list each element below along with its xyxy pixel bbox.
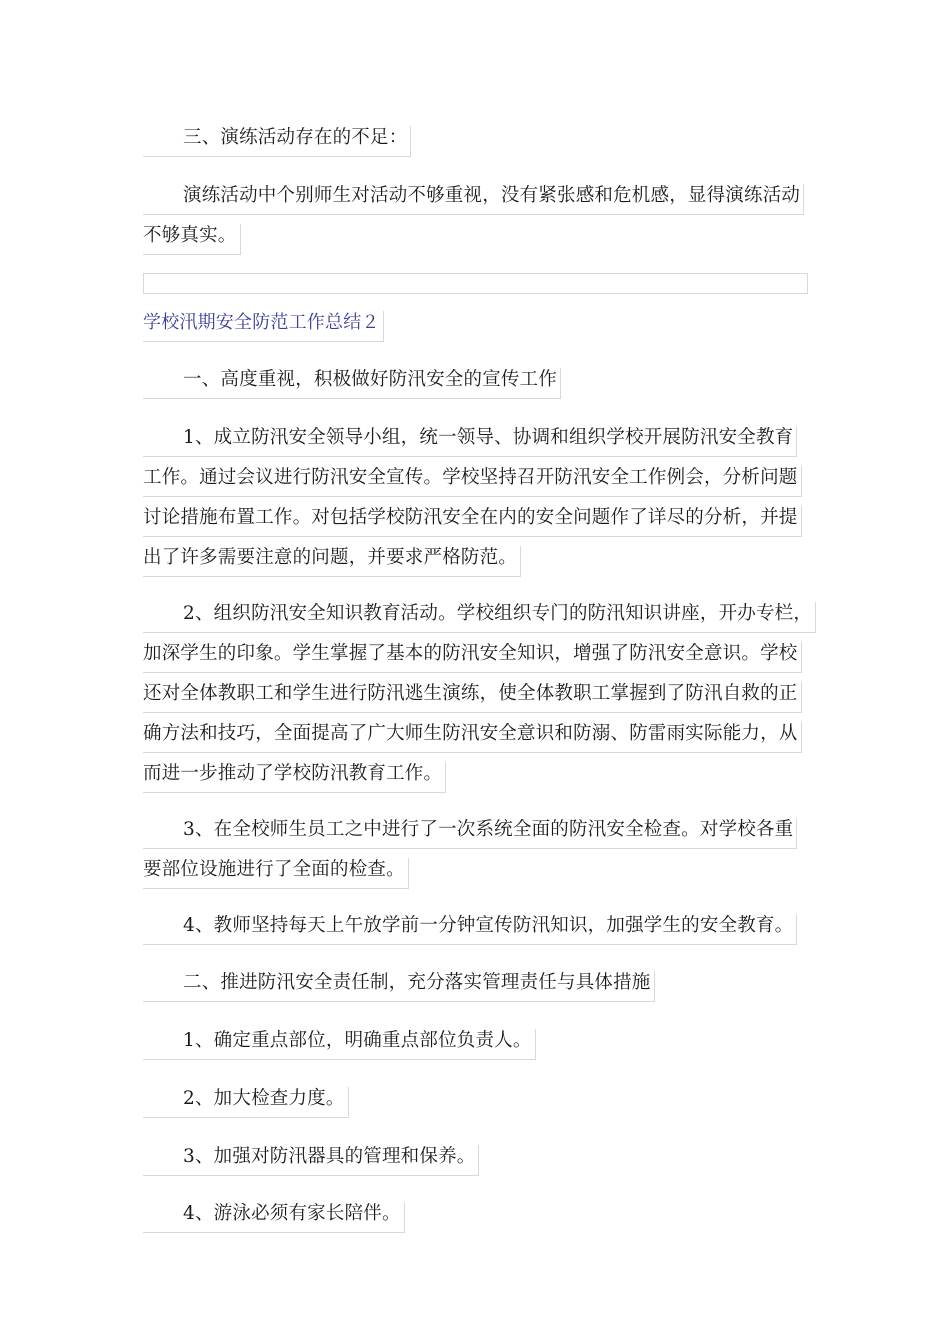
paragraph-line: 1、成立防汛安全领导小组，统一领导、协调和组织学校开展防汛安全教育 bbox=[143, 426, 797, 457]
list-item: 4、游泳必须有家长陪伴。 bbox=[143, 1202, 405, 1233]
paragraph-line: 而进一步推动了学校防汛教育工作。 bbox=[143, 762, 446, 793]
list-item: 3、加强对防汛器具的管理和保养。 bbox=[143, 1145, 479, 1176]
section-heading-2: 二、推进防汛安全责任制，充分落实管理责任与具体措施 bbox=[143, 971, 655, 1002]
paragraph-line: 2、组织防汛安全知识教育活动。学校组织专门的防汛知识讲座，开办专栏， bbox=[143, 602, 816, 633]
paragraph-line: 出了许多需要注意的问题，并要求严格防范。 bbox=[143, 546, 521, 577]
document-title: 学校汛期安全防范工作总结２ bbox=[143, 311, 384, 342]
paragraph-line: 讨论措施布置工作。对包括学校防汛安全在内的安全问题作了详尽的分析，并提 bbox=[143, 506, 802, 537]
paragraph-line: 3、在全校师生员工之中进行了一次系统全面的防汛安全检查。对学校各重 bbox=[143, 818, 797, 849]
paragraph-line: 要部位设施进行了全面的检查。 bbox=[143, 858, 409, 889]
separator-box bbox=[143, 273, 808, 294]
paragraph-line: 确方法和技巧，全面提高了广大师生防汛安全意识和防溺、防雷雨实际能力，从 bbox=[143, 722, 802, 753]
section-heading-3: 三、演练活动存在的不足： bbox=[143, 126, 411, 157]
paragraph-line: 4、教师坚持每天上午放学前一分钟宣传防汛知识，加强学生的安全教育。 bbox=[143, 914, 797, 945]
list-item: 2、加大检查力度。 bbox=[143, 1087, 349, 1118]
paragraph-line: 加深学生的印象。学生掌握了基本的防汛安全知识，增强了防汛安全意识。学校 bbox=[143, 642, 802, 673]
paragraph-line: 不够真实。 bbox=[143, 224, 241, 255]
paragraph-line: 还对全体教职工和学生进行防汛逃生演练，使全体教职工掌握到了防汛自救的正 bbox=[143, 682, 802, 713]
list-item: 1、确定重点部位，明确重点部位负责人。 bbox=[143, 1029, 536, 1060]
paragraph-line: 演练活动中个别师生对活动不够重视，没有紧张感和危机感，显得演练活动 bbox=[143, 184, 804, 215]
section-heading-1: 一、高度重视，积极做好防汛安全的宣传工作 bbox=[143, 368, 561, 399]
paragraph-line: 工作。通过会议进行防汛安全宣传。学校坚持召开防汛安全工作例会，分析问题 bbox=[143, 466, 802, 497]
